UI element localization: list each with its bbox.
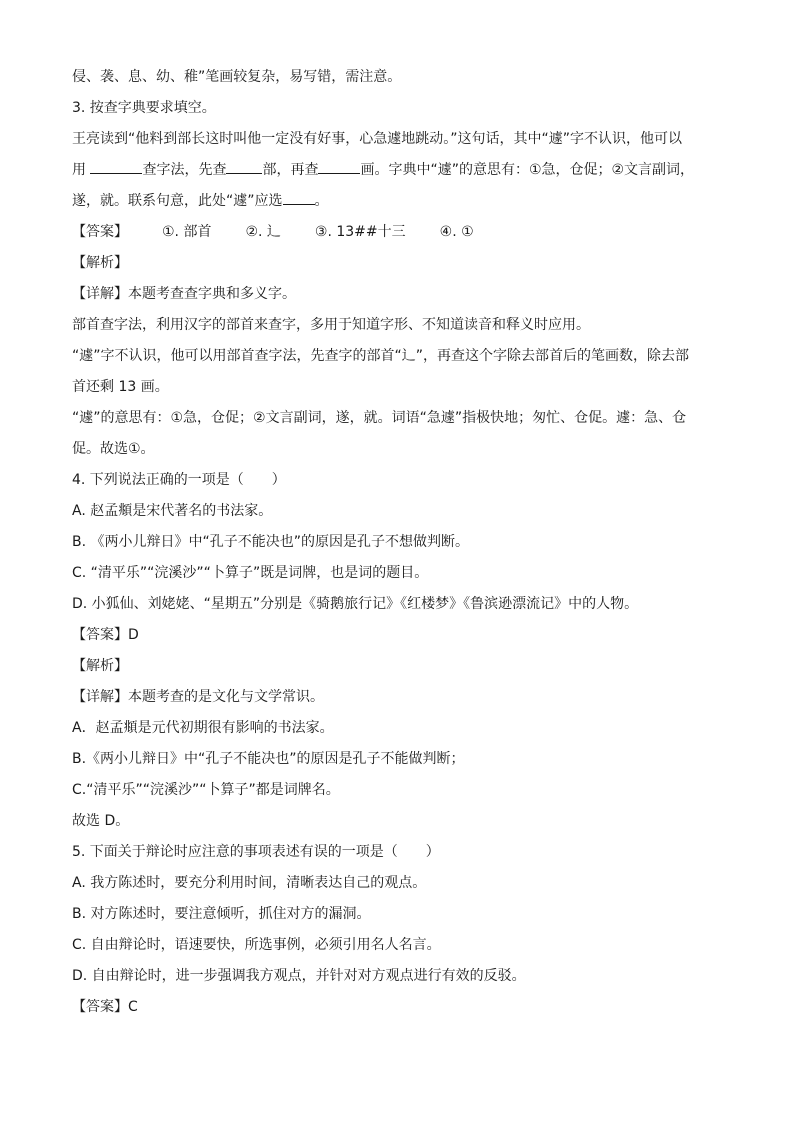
option-a: A. 我方陈述时，要充分利用时间，清晰表达自己的观点。: [72, 875, 427, 891]
detail-line: 故选 D。: [72, 813, 130, 829]
answer-line-q3: [72, 217, 718, 248]
answer-line-q4: 【答案】D: [72, 627, 139, 643]
option-c: C. 自由辩论时，语速要快，所选事例，必须引用名人名言。: [72, 937, 441, 953]
detail-line: C.“清平乐”“浣溪沙”“卜算子”都是词牌名。: [72, 782, 340, 798]
option-b: B. 对方陈述时，要注意倾听，抓住对方的漏洞。: [72, 906, 371, 922]
fill-blank-3[interactable]: [318, 159, 360, 174]
answer-item: ②. 辶: [245, 224, 281, 240]
fill-blank-4[interactable]: [283, 190, 315, 205]
answer-item: ①. 部首: [162, 224, 212, 240]
detail-line: 【详解】本题考查的是文化与文学常识。: [72, 689, 324, 705]
answer-line-q5: 【答案】C: [72, 999, 138, 1015]
text-fragment: 。: [314, 193, 329, 209]
detail-line: “遽”的意思有：①急，仓促；②文言副词，遂，就。词语“急遽”指极快地；匆忙、仓促。遽：急、仓: [72, 410, 687, 426]
text-fragment: 遂，就。联系句意，此处“遽”应选: [72, 193, 283, 209]
question-3-blanks-line: [72, 155, 718, 186]
answer-item: ④. ①: [439, 224, 474, 240]
detail-line: 【详解】本题考查查字典和多义字。: [72, 286, 296, 302]
option-c: C. “清平乐”“浣溪沙”“卜算子”既是词牌，也是词的题目。: [72, 565, 429, 581]
question-3-text: 王亮读到“他料到部长这时叫他一定没有好事，心急遽地跳动。”这句话，其中“遽”字不认识，他可以: [72, 131, 683, 147]
text-fragment: 查字法，先查: [142, 162, 227, 178]
detail-line: B.《两小儿辩日》中“孔子不能决也”的原因是孔子不能做判断；: [72, 751, 465, 767]
analysis-tag: 【解析】: [72, 658, 128, 674]
detail-line: “遽”字不认识，他可以用部首查字法，先查字的部首“辶”，再查这个字除去部首后的笔画数，除去部: [72, 348, 690, 364]
option-d: D. 小狐仙、刘姥姥、“星期五”分别是《骑鹅旅行记》《红楼梦》《鲁滨逊漂流记》中的人物。: [72, 596, 639, 612]
detail-line: A．赵孟頫是元代初期很有影响的书法家。: [72, 720, 334, 736]
question-3-choice-line: [72, 186, 718, 217]
detail-line: 部首查字法，利用汉字的部首来查字，多用于知道字形、不知道读音和释义时应用。: [72, 317, 590, 333]
question-4-title: 4. 下列说法正确的一项是（ ）: [72, 472, 286, 488]
option-b: B. 《两小儿辩日》中“孔子不能决也”的原因是孔子不想做判断。: [72, 534, 470, 550]
detail-line: 促。故选①。: [72, 441, 155, 457]
question-3-title: 3. 按查字典要求填空。: [72, 100, 216, 116]
answer-item: ③. 13##十三: [314, 224, 406, 240]
analysis-tag: 【解析】: [72, 255, 128, 271]
text-fragment: 部，再查: [262, 162, 319, 178]
answer-tag: 【答案】: [72, 224, 128, 240]
text-fragment: 画。字典中“遽”的意思有：①急，仓促；②文言副词，: [360, 162, 695, 178]
option-a: A. 赵孟頫是宋代著名的书法家。: [72, 503, 273, 519]
question-5-title: 5. 下面关于辩论时应注意的事项表述有误的一项是（ ）: [72, 844, 440, 860]
text-line: 侵、袭、息、幼、稚”笔画较复杂，易写错，需注意。: [72, 69, 402, 85]
detail-line: 首还剩 13 画。: [72, 379, 169, 395]
option-d: D. 自由辩论时，进一步强调我方观点，并针对对方观点进行有效的反驳。: [72, 968, 526, 984]
fill-blank-2[interactable]: [226, 159, 262, 174]
fill-blank-1[interactable]: [90, 159, 142, 174]
text-fragment: 用: [72, 162, 86, 178]
